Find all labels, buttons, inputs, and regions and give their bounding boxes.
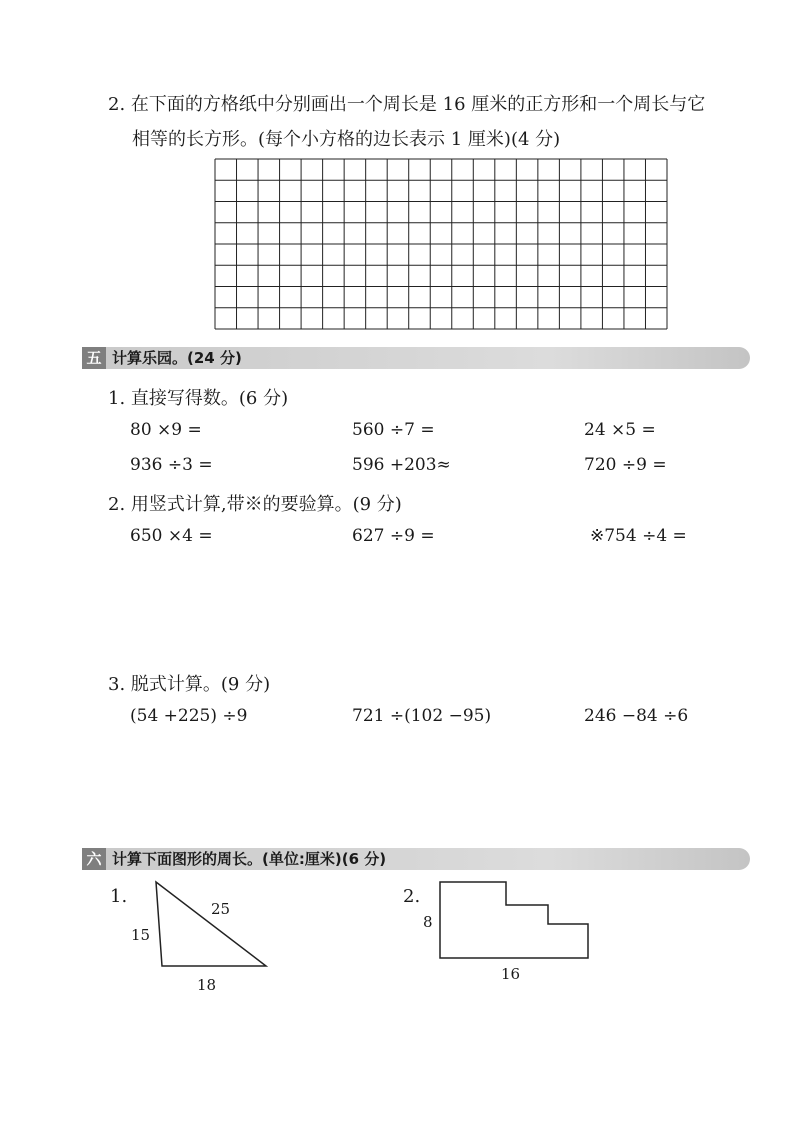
q1-item-1: 80 ×9 = (130, 420, 202, 440)
triangle-side-left: 15 (131, 926, 151, 944)
q3-item-3: 246 −84 ÷6 (584, 706, 689, 726)
q1-item-5: 596 +203≈ (352, 455, 451, 475)
fig1-label: 1. (110, 886, 128, 907)
q3-item-2: 721 ÷(102 −95) (352, 706, 492, 726)
q1-item-4: 936 ÷3 = (130, 455, 213, 475)
problem-2-line-2: 相等的长方形。(每个小方格的边长表示 1 厘米)(4 分) (132, 129, 561, 150)
triangle-side-hypotenuse: 25 (211, 900, 231, 918)
q2-item-3: ※754 ÷4 = (590, 526, 687, 546)
section-5-number: 五 (82, 347, 106, 369)
fig2-label: 2. (403, 886, 421, 907)
triangle-side-bottom: 18 (197, 976, 217, 994)
stepped-figure (436, 880, 596, 965)
section-6-number: 六 (82, 848, 106, 870)
section-5-header (82, 347, 750, 369)
q1-item-6: 720 ÷9 = (584, 455, 667, 475)
q1-item-2: 560 ÷7 = (352, 420, 435, 440)
q2-title: 2. 用竖式计算,带※的要验算。(9 分) (108, 494, 402, 515)
section-6-title: 计算下面图形的周长。(单位:厘米)(6 分) (112, 850, 387, 868)
grid-paper[interactable] (214, 158, 668, 330)
section-6-header (82, 848, 750, 870)
stepped-side-width: 16 (501, 965, 521, 983)
problem-2-line-1: 2. 在下面的方格纸中分别画出一个周长是 16 厘米的正方形和一个周长与它 (108, 94, 706, 115)
q3-item-1: (54 +225) ÷9 (130, 706, 248, 726)
section-5-title: 计算乐园。(24 分) (112, 349, 242, 367)
q1-item-3: 24 ×5 = (584, 420, 656, 440)
stepped-side-height: 8 (423, 913, 433, 931)
triangle-figure (150, 880, 280, 975)
q1-title: 1. 直接写得数。(6 分) (108, 388, 289, 409)
q2-item-1: 650 ×4 = (130, 526, 213, 546)
q3-title: 3. 脱式计算。(9 分) (108, 674, 271, 695)
q2-item-2: 627 ÷9 = (352, 526, 435, 546)
